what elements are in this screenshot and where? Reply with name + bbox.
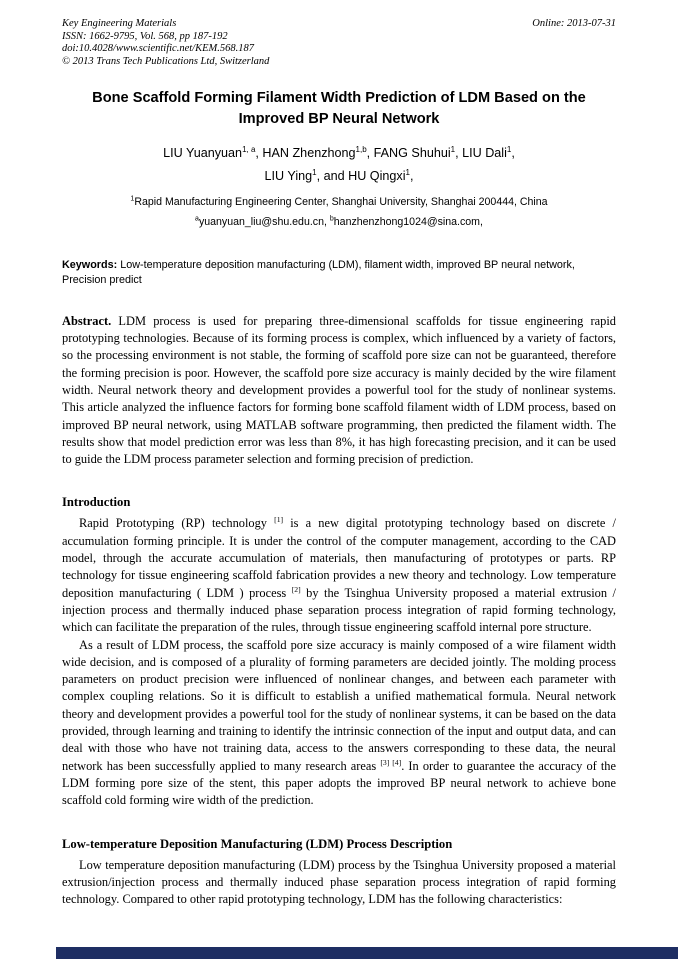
author-affil-ref: 1,b	[355, 145, 367, 155]
citation-ref: [1]	[274, 515, 284, 525]
introduction-paragraph-1	[62, 515, 616, 636]
keywords-block	[62, 258, 616, 286]
author-name: , and HU Qingxi	[316, 169, 406, 184]
affiliation-ref: 1	[130, 195, 135, 203]
abstract-label: Abstract.	[62, 313, 112, 328]
email-address: hanzhenzhong1024@sina.com,	[333, 216, 483, 229]
affiliation-text: Rapid Manufacturing Engineering Center, Shanghai University, Shanghai 200444, China	[134, 196, 548, 209]
email-address: yuanyuan_liu@shu.edu.cn,	[198, 216, 330, 229]
author-name: LIU Ying	[264, 169, 313, 184]
paper-title: Bone Scaffold Forming Filament Width Prediction of LDM Based on the Improved BP Neural Network	[92, 90, 586, 128]
email-ref: b	[329, 215, 334, 223]
keywords-label: Keywords:	[62, 259, 118, 272]
paragraph-text: is a new digital prototyping technology based on discrete / accumulation forming principle. It is under the control of the computer management, according to the CAD model, through the accurate accumulation of materials, then manufacturing of prototypes or parts. RP technology for tissue engineering scaffold fabrication provides a new theory and technology. Low temperature deposition manufacturing ( LDM ) process	[62, 516, 616, 600]
abstract-block	[62, 313, 616, 469]
emails-line	[62, 215, 616, 229]
journal-issn-volume: ISSN: 1662-9795, Vol. 568, pp 187-192	[62, 30, 228, 42]
author-name: , LIU Dali	[455, 146, 507, 161]
email-ref: a	[195, 215, 199, 223]
introduction-paragraph-2	[62, 637, 616, 810]
journal-doi: doi:10.4028/www.scientific.net/KEM.568.187	[62, 43, 254, 55]
journal-name: Key Engineering Materials	[62, 18, 177, 29]
author-affil-ref: 1	[405, 168, 410, 178]
author-separator: ,	[409, 169, 414, 184]
paragraph-text: by the Tsinghua University proposed a material extrusion / injection process and thermally induced phase separation process integration of rapid forming technology, which can facilitate the preparation of the rules, through tissue engineering scaffold internal pore structure.	[62, 585, 616, 635]
author-name: , FANG Shuhui	[366, 146, 451, 161]
online-date: Online: 2013-07-31	[532, 18, 616, 29]
journal-copyright: © 2013 Trans Tech Publications Ltd, Switzerland	[62, 55, 270, 67]
author-name: LIU Yuanyuan	[163, 146, 243, 161]
paragraph-text: Rapid Prototyping (RP) technology	[79, 516, 275, 531]
author-affil-ref: 1	[450, 145, 456, 155]
ldm-paragraph-1: Low temperature deposition manufacturing (LDM) process by the Tsinghua University proposed a material extrusion/injection process and thermally induced phase separation process integration of rapid forming technology. Compared to other rapid prototyping technology, LDM has the following characteristics:	[62, 857, 616, 907]
abstract-text: LDM process is used for preparing three-dimensional scaffolds for tissue engineering rapid prototyping technologies. Because of its forming process is complex, which influenced by a variety of factors, so the processing environment is not stable, the forming of scaffold pore size can not be guaranteed, therefore the forming precision is poor. However, the scaffold pore size accuracy is mainly decided by the wire filament width. Neural network theory and development provides a powerful tool for the study of nonlinear systems. This article analyzed the influence factors for forming bone scaffold filament width of LDM process, based on improved BP neural network, using MATLAB software programming, then predicted the filament width. The results show that model prediction error was less than 8%, it has high forecasting precision, and it can be used to guide the LDM process parameter selection and forming precision of prediction.	[62, 313, 616, 467]
section-heading-ldm-description: Low-temperature Deposition Manufacturing (LDM) Process Description	[62, 836, 453, 851]
paragraph-text: . In order to guarantee the accuracy of the LDM forming pore size of the stent, this paper adopts the improved BP neural network to achieve bone scaffold cold forming wire width of the prediction.	[62, 758, 617, 808]
citation-ref: [2]	[291, 584, 301, 594]
journal-info	[62, 18, 269, 68]
authors-line-1	[62, 145, 616, 162]
author-affil-ref: 1	[506, 145, 512, 155]
author-affil-ref: 1, a	[242, 145, 256, 155]
section-heading-introduction: Introduction	[62, 495, 131, 510]
footer-bar	[56, 947, 678, 959]
journal-header	[62, 18, 616, 68]
affiliation-line	[62, 195, 616, 209]
citation-ref: [3] [4]	[380, 757, 402, 767]
author-name: , HAN Zhenzhong	[255, 146, 356, 161]
paragraph-text: As a result of LDM process, the scaffold pore size accuracy is mainly composed of a wire filament width wide decision, and is composed of a plurality of forming parameters are decided jointly. The molding process parameters on product precision were influenced of nonlinear changes, and between each parameter with complex coupling relations. So it is difficult to establish a unified mathematical formula. Neural network theory and development provides a powerful tool for the study of nonlinear systems, it can be based on the data provided, through learning and training to identify the intrinsic connection of the input and output data, and can deal with those who have not training data, access to the answers corresponding to these data, the neural network has been successfully applied to many research areas	[62, 637, 616, 773]
keywords-text: Low-temperature deposition manufacturing (LDM), filament width, improved BP neural network, Precision predict	[62, 259, 575, 286]
authors-line-2	[62, 168, 616, 185]
author-affil-ref: 1	[312, 168, 317, 178]
author-separator: ,	[511, 146, 515, 161]
